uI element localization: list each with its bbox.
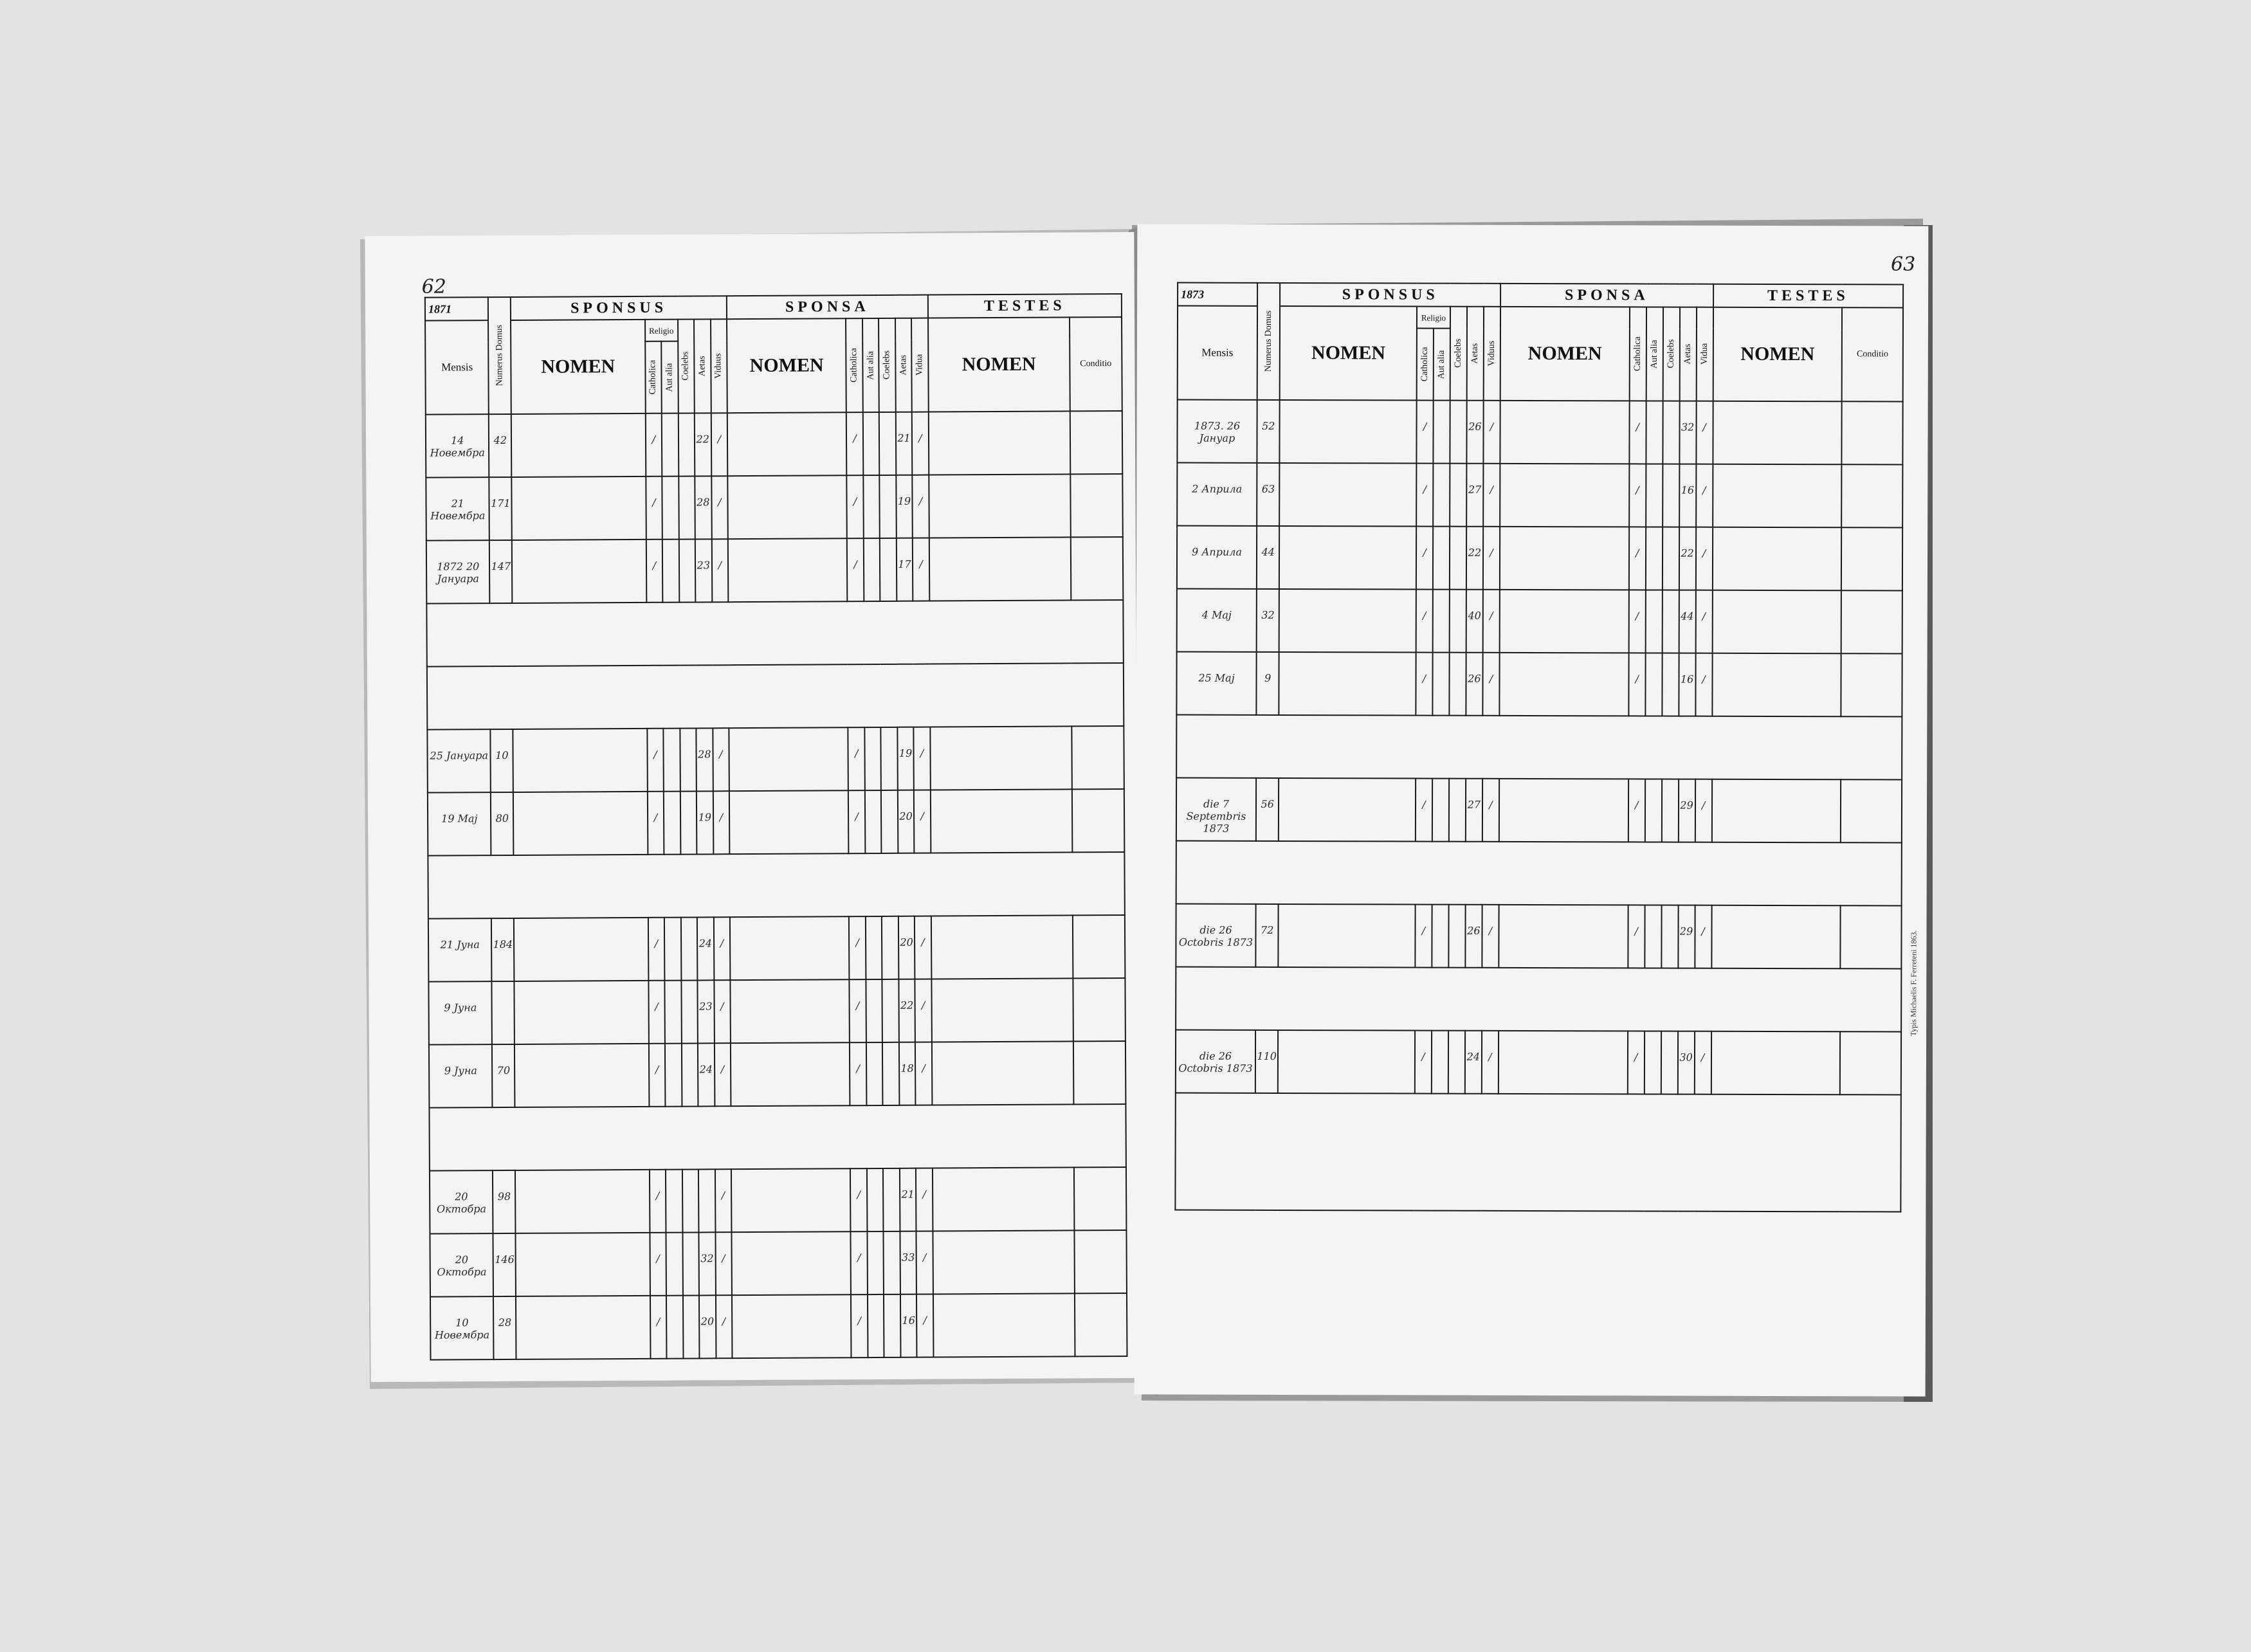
table-row: 9 Јуна / 23 / / 22 / [428, 978, 1125, 1045]
sponsus-header: SPONSUS [1280, 283, 1500, 307]
conditio-header: Conditio [1070, 317, 1122, 411]
mensis-header: Mensis [1178, 306, 1257, 400]
coelebs-header: Coelebs [879, 318, 895, 412]
table-row: die 26 Octobris 1873 110 / 24 / / 30 / [1176, 1030, 1901, 1095]
sponsus-header: SPONSUS [511, 296, 727, 320]
catholica-header: Catholica [846, 318, 862, 412]
table-row: 4 Мај 32 / 40 / / 44 / [1177, 589, 1902, 654]
year-header: 1871 [425, 297, 489, 321]
sponsus-nomen-header: NOMEN [1280, 306, 1417, 401]
religio-header: Religio [1417, 307, 1450, 329]
mensis-cell: 14 Новембра [430, 434, 485, 459]
aut-alia-header: Aut alia [1434, 329, 1450, 401]
aetas-header: Aetas [694, 319, 711, 413]
table-row: 9 Априла 44 / 22 / / 22 / [1177, 526, 1902, 591]
table-row: die 7 Septembris 1873 56 / 27 / / 29 / [1176, 778, 1902, 843]
aetas-cell: 21 [897, 431, 911, 444]
vidua-header: Vidua [1696, 307, 1713, 401]
numerus-domus-header: Numerus Domus [1257, 283, 1280, 400]
table-row [1176, 715, 1902, 780]
page-number: 63 [1890, 253, 1916, 276]
vidua-header: Vidua [911, 318, 928, 412]
table-row: 14 Новембра 42 / 22 / / 21 / [426, 411, 1122, 478]
domus-cell: 42 [493, 433, 507, 447]
coelebs-header: Coelebs [1663, 307, 1679, 401]
table-row [1175, 1093, 1900, 1212]
table-row [428, 852, 1124, 919]
table-row: 20 Октобра 146 / 32 / / 33 / [430, 1230, 1126, 1297]
viduus-header: Viduus [711, 319, 727, 413]
sponsa-header: SPONSA [1500, 284, 1713, 307]
marriage-register-table [424, 293, 1128, 1361]
marriage-register-table [1174, 282, 1904, 1213]
table-row [429, 1104, 1126, 1171]
coelebs-header: Coelebs [1450, 307, 1467, 401]
conditio-header: Conditio [1842, 307, 1903, 401]
testes-nomen-header: NOMEN [928, 317, 1070, 412]
table-row: 9 Јуна 70 / 24 / / 18 / [429, 1041, 1126, 1108]
printer-imprint: Typis Michaelis F. Ferreteni 1863. [1909, 930, 1918, 1037]
aut-alia-header: Aut alia [661, 341, 678, 413]
table-row: 1872 20 Јануара 147 / 23 / / 17 / [426, 537, 1123, 604]
right-page [1135, 224, 1929, 1396]
table-row: 25 Мај 9 / 26 / / 16 / [1176, 652, 1902, 717]
aut-alia-header: Aut alia [1646, 307, 1663, 401]
table-row [427, 663, 1124, 730]
catholica-header: Catholica [1417, 329, 1434, 401]
page-number: 62 [421, 275, 447, 298]
mensis-header: Mensis [425, 320, 489, 415]
sponsa-name-cell [728, 413, 846, 417]
table-row [426, 600, 1123, 667]
testes-cell [929, 412, 1070, 416]
sponsa-nomen-header: NOMEN [1500, 307, 1630, 401]
aetas-header: Aetas [1679, 307, 1696, 401]
table-row [1176, 841, 1902, 906]
table-row: 21 Јуна 184 / 24 / / 20 / [428, 915, 1125, 982]
sponsa-nomen-header: NOMEN [727, 318, 846, 413]
sponsus-name-cell [512, 414, 644, 419]
table-row: 2 Априла 63 / 27 / / 16 / [1177, 463, 1902, 528]
aut-alia-header: Aut alia [862, 318, 879, 412]
aetas-cell: 22 [696, 433, 709, 446]
table-row: 1873. 26 Јануар 52 / 26 / / 32 / [1177, 400, 1902, 465]
viduus-header: Viduus [1484, 307, 1500, 401]
coelebs-header: Coelebs [678, 319, 695, 413]
aetas-header: Aetas [1467, 307, 1484, 401]
religio-header: Religio [645, 320, 678, 341]
table-row: 21 Новембра 171 / 28 / / 19 / [426, 474, 1122, 541]
table-row [1176, 967, 1901, 1032]
aetas-header: Aetas [895, 318, 912, 412]
testes-nomen-header: NOMEN [1713, 307, 1842, 402]
sponsus-nomen-header: NOMEN [511, 320, 645, 414]
table-row: die 26 Octobris 1873 72 / 26 / / 29 / [1176, 904, 1901, 969]
numerus-domus-header: Numerus Domus [488, 297, 511, 414]
sponsa-header: SPONSA [727, 295, 928, 320]
testes-header: TESTES [928, 294, 1122, 318]
table-row: 19 Мај 80 / 19 / / 20 / [428, 789, 1124, 856]
table-row: 10 Новембра 28 / 20 / / 16 / [430, 1293, 1127, 1360]
catholica-header: Catholica [645, 341, 662, 413]
left-page [365, 232, 1140, 1382]
catholica-header: Catholica [1629, 307, 1646, 401]
testes-header: TESTES [1713, 284, 1903, 308]
table-row: 25 Јануара 10 / 28 / / 19 / [427, 726, 1124, 793]
table-row: 20 Октобра 98 / / / 21 / [430, 1167, 1126, 1234]
year-header: 1873 [1178, 283, 1257, 306]
